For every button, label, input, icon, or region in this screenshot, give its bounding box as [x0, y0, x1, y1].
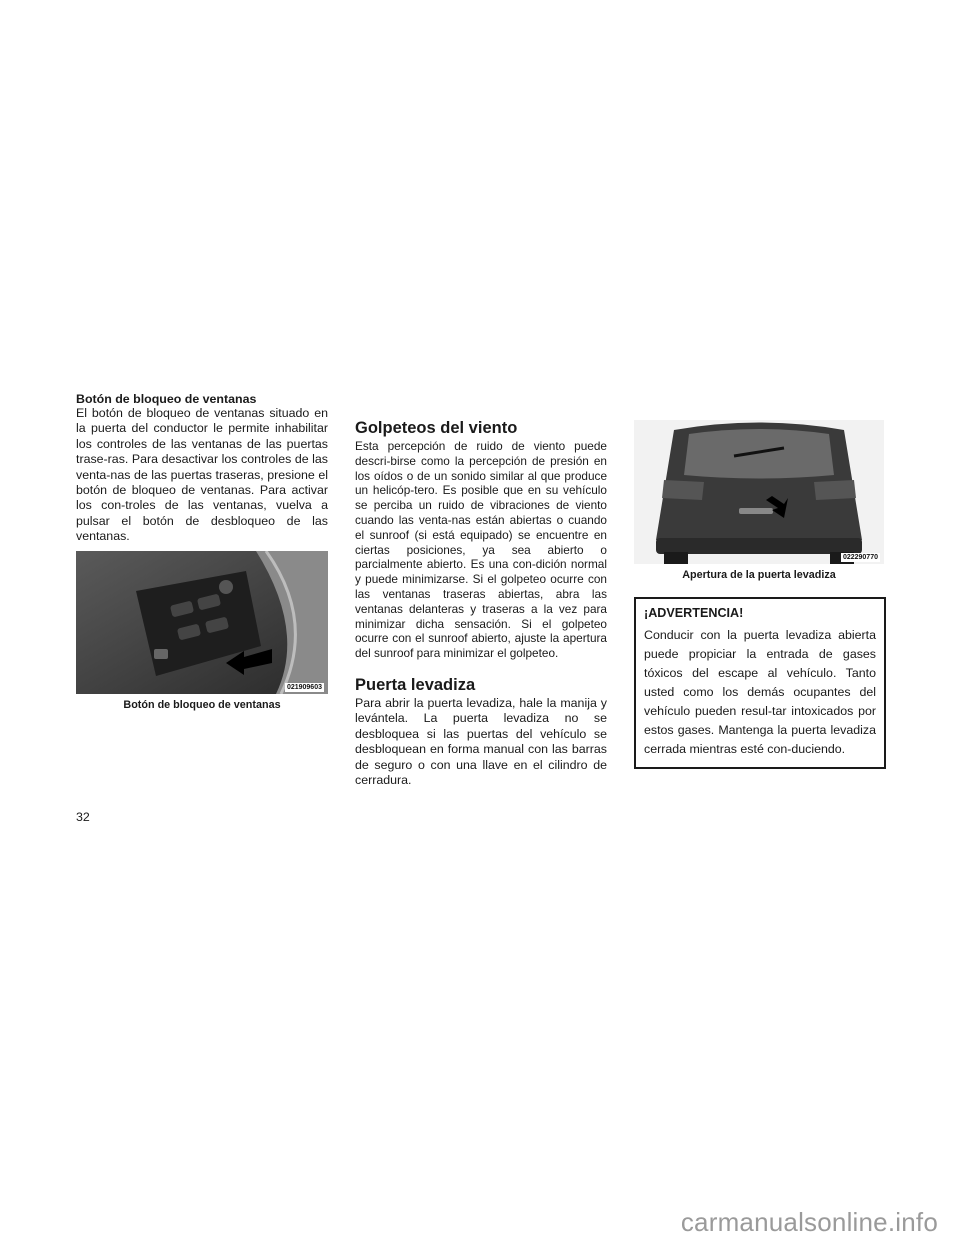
figure-code: 021909603: [286, 683, 322, 691]
column-left: [76, 392, 328, 711]
window-lock-photo: [76, 551, 328, 694]
window-lock-body: El botón de bloqueo de ventanas situado en la puerta del conductor le permite inhabilitar los controles de las ventanas de las puertas trase-ras. Para desactivar los controles de las venta-nas de las puertas traseras, presione el botón de bloqueo de ventanas. Para activar los con-troles de las ventanas, vuelva a pulsar el botón de desbloqueo de las ventanas.: [76, 406, 328, 544]
liftgate-heading: Puerta levadiza: [355, 675, 476, 694]
page-number: 32: [76, 810, 90, 824]
warning-box: [634, 597, 886, 769]
window-lock-caption: Botón de bloqueo de ventanas: [123, 698, 281, 711]
door-panel-illustration: [76, 551, 328, 694]
window-lock-subhead: Botón de bloqueo de ventanas: [76, 392, 257, 406]
wind-buffeting-heading: Golpeteos del viento: [355, 419, 518, 437]
column-right: [634, 420, 884, 769]
figure-code: 022290770: [842, 554, 878, 561]
warning-body: Conducir con la puerta levadiza abierta puede propiciar la entrada de gases tóxicos del escape al vehículo. Tanto usted como los demás ocupantes del vehículo pueden resul-tar intoxicados por estos gases. Mantenga la puerta levadiza cerrada mientras esté con-duciendo.: [644, 628, 876, 756]
liftgate-photo: [634, 420, 884, 564]
vehicle-rear-illustration: [634, 420, 884, 564]
column-middle: [355, 420, 607, 788]
warning-title: ¡ADVERTENCIA!: [644, 606, 744, 620]
wind-buffeting-body: Esta percepción de ruido de viento puede descri-birse como la percepción de presión en los oídos o de un sonido similar al que produce un helicóp-tero. Es posible que en su vehículo se perciba un ruido de vibraciones de viento cuando las venta-nas están abiertas o cuando el sunroof (si está equipado) se encuentre en ciertas posiciones, ya sea abierto o parcialmente abierto. Es una con-dición normal y puede minimizarse. Si el golpeteo ocurre con las ventanas traseras abiertas, abra las ventanas delanteras y traseras a la vez para minimizar dicha sensación. Si el golpeteo ocurre con el sunroof abierto, ajuste la apertura del sunroof para minimizar el golpeteo.: [355, 439, 607, 661]
liftgate-caption: Apertura de la puerta levadiza: [682, 569, 836, 581]
watermark: carmanualsonline.info: [680, 1207, 938, 1237]
liftgate-body: Para abrir la puerta levadiza, hale la manija y levántela. La puerta levadiza no se desbloquea si las puertas del vehículo se desbloquean en forma manual con las barras de seguro o con una llave en el cilindro de cerradura.: [355, 695, 607, 787]
